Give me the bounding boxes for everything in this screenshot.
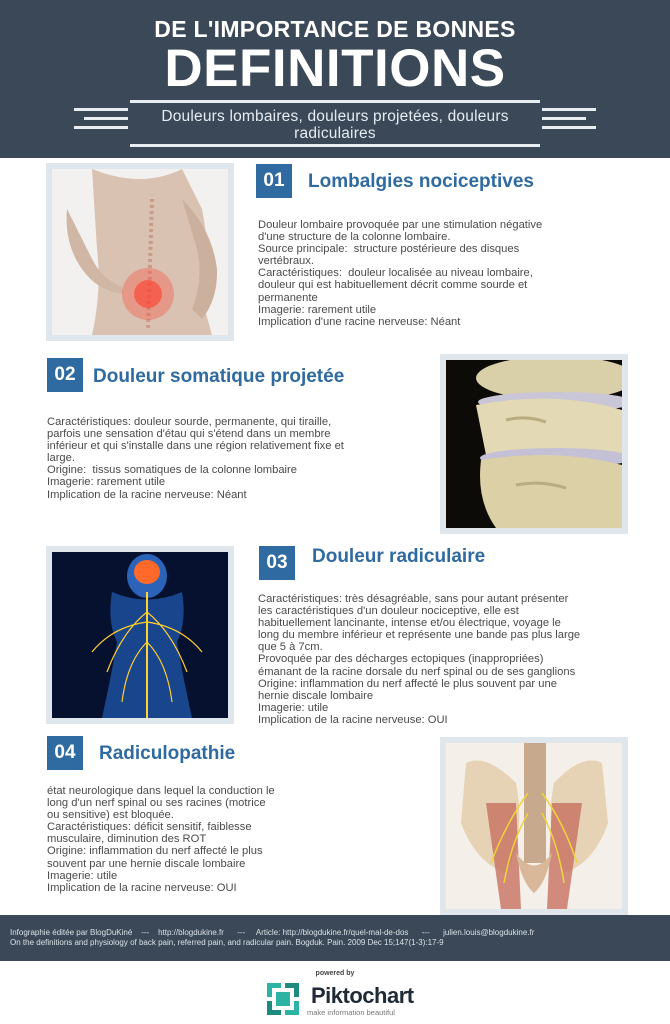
section-title: Douleur radiculaire: [312, 546, 486, 567]
footer-bar: [0, 915, 670, 961]
body-line: inférieur et qui s'installe dans une région relativement fixe et: [47, 440, 344, 453]
body-line: Provoquée par des décharges ectopiques (inappropriées): [258, 653, 544, 666]
piktochart-logo-icon: [267, 983, 301, 1015]
body-line: que 5 à 7cm.: [258, 641, 323, 654]
deco-line: [84, 117, 128, 120]
body-line: Douleur lombaire provoquée par une stimulation négative: [258, 219, 543, 231]
body-line: musculaire, diminution des ROT: [47, 833, 207, 846]
deco-line: [130, 144, 540, 147]
section-title: Douleur somatique projetée: [93, 366, 345, 387]
section-body: [47, 785, 275, 894]
deco-line: [74, 126, 128, 129]
body-line: Origine: tissus somatiques de la colonne lombaire: [47, 464, 297, 477]
body-line: vertébraux.: [258, 255, 314, 268]
section-number: 03: [259, 546, 295, 580]
body-line: souvent par une hernie discale lombaire: [47, 857, 246, 870]
title-big: DEFINITIONS: [164, 39, 506, 98]
powered-by-label: powered by: [315, 970, 355, 977]
footer-credits: Infographie éditée par BlogDuKiné --- http://blogdukine.fr --- Article: http://blogdukine.fr/quel-mal-de-dos --- julien.louis@blogdukine.fr: [10, 928, 535, 937]
body-line: Implication de la racine nerveuse: Néant: [47, 488, 247, 501]
footer-reference: On the definitions and physiology of back pain, referred pain, and radicular pain. Bogduk. Pain. 2009 Dec 15;147(1-3):17-9: [10, 938, 444, 947]
deco-line: [542, 126, 596, 129]
section-number: 04: [47, 736, 83, 770]
body-line: large.: [47, 452, 75, 465]
body-line: Imagerie: rarement utile: [47, 476, 166, 489]
body-line: long du membre inférieur et représente une bande pas plus large: [258, 629, 581, 642]
deco-line: [74, 108, 128, 111]
subtitle-line: Douleurs lombaires, douleurs projetées, douleurs: [161, 108, 509, 125]
body-line: Source principale: structure postérieure des disques: [258, 243, 520, 256]
body-line: Imagerie: rarement utile: [258, 303, 377, 316]
body-line: ou sensitive) est bloquée.: [47, 809, 174, 822]
header-banner: [0, 0, 670, 158]
brand-name: Piktochart: [311, 983, 414, 1008]
body-line: Implication de la racine nerveuse: OUI: [258, 713, 448, 726]
nervous-system-image: [46, 546, 234, 724]
title-small: DE L'IMPORTANCE DE BONNES: [154, 16, 516, 42]
body-line: les caractéristiques d'un douleur nociceptive, elle est: [258, 605, 519, 618]
section-number: 01: [256, 164, 292, 198]
section-number: 02: [47, 358, 83, 392]
lumbar-plexus-anatomy-image: [440, 737, 628, 915]
section-body: [258, 593, 580, 726]
subtitle-line: radiculaires: [294, 125, 376, 142]
body-line: Caractéristiques: douleur sourde, permanente, qui tiraille,: [47, 416, 332, 428]
vertebrae-closeup-image: [440, 354, 628, 534]
section-body: [258, 219, 542, 328]
section-title: Lombalgies nociceptives: [308, 171, 534, 192]
body-line: habituellement lancinante, intense et/ou électrique, voyage le: [258, 617, 561, 630]
deco-line: [130, 100, 540, 103]
lower-back-pain-photo: [46, 163, 234, 341]
body-line: parfois une sensation d'étau qui s'étend dans un membre: [47, 428, 331, 441]
body-line: Implication d'une racine nerveuse: Néant: [258, 315, 461, 328]
section-title: Radiculopathie: [99, 743, 236, 764]
body-line: hernie discale lombaire: [258, 689, 374, 702]
body-line: Implication de la racine nerveuse: OUI: [47, 881, 237, 894]
deco-line: [542, 108, 596, 111]
body-line: long d'un nerf spinal ou ses racines (motrice: [47, 797, 266, 810]
body-line: Origine: inflammation du nerf affecté le plus souvent par une: [258, 677, 557, 690]
body-line: permanente: [258, 291, 318, 304]
body-line: émanant de la racine dorsale du nerf spinal ou de ses ganglions: [258, 665, 576, 678]
section-body: [47, 416, 344, 501]
body-line: douleur qui est habituellement décrit comme sourde et: [258, 279, 528, 292]
body-line: Origine: inflammation du nerf affecté le plus: [47, 845, 263, 858]
brand-tagline: make information beautiful: [307, 1008, 395, 1017]
body-line: Caractéristiques: déficit sensitif, faiblesse: [47, 821, 252, 834]
subtitle: [132, 108, 538, 142]
body-line: Imagerie: utile: [258, 701, 329, 714]
body-line: état neurologique dans lequel la conduction le: [47, 785, 275, 797]
body-line: Imagerie: utile: [47, 869, 118, 882]
deco-line: [542, 117, 586, 120]
body-line: Caractéristiques: très désagréable, sans pour autant présenter: [258, 593, 569, 605]
body-line: d'une structure de la colonne lombaire.: [258, 231, 451, 244]
body-line: Caractéristiques: douleur localisée au niveau lombaire,: [258, 267, 533, 280]
